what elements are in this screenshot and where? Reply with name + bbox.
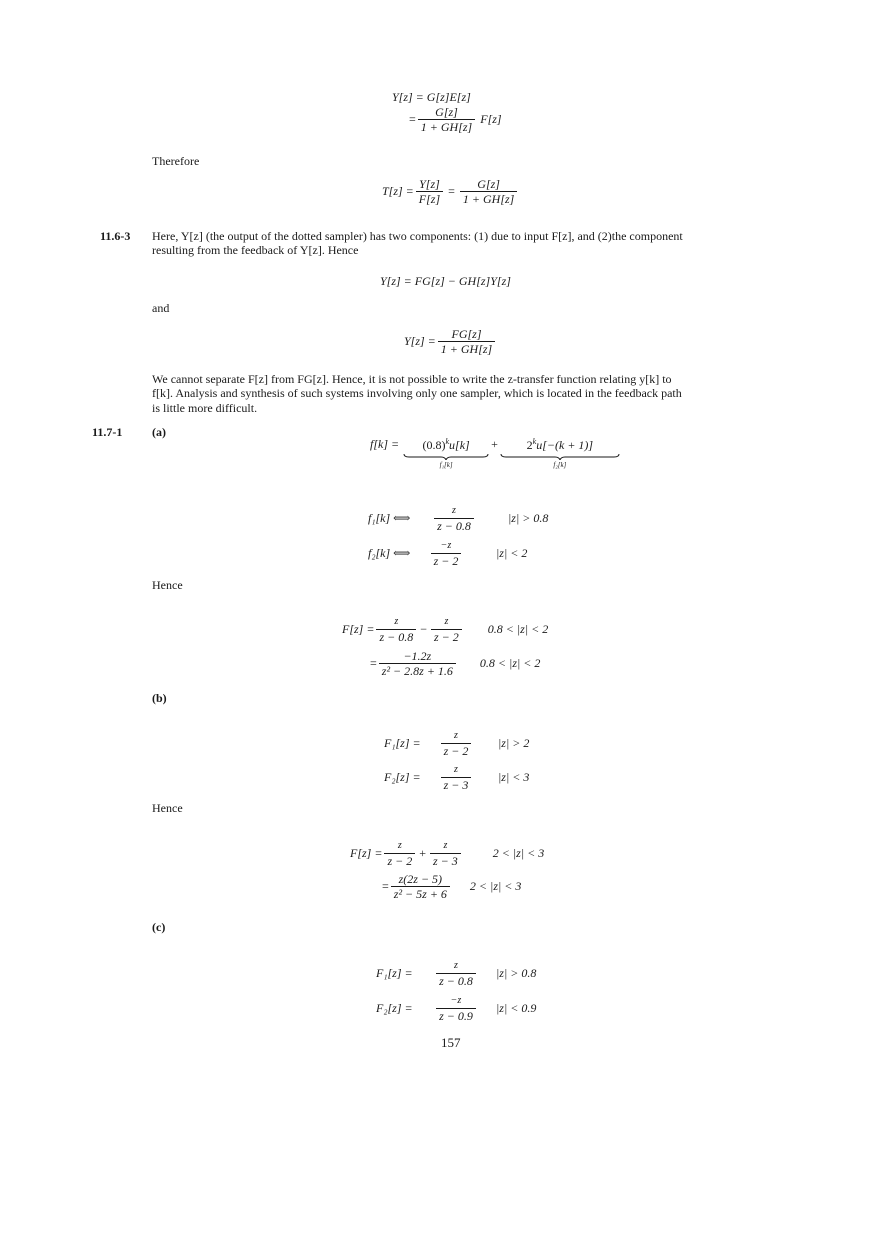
eq4-frac [438, 328, 495, 355]
c-pair-2-cond: |z| < 0.9 [496, 1001, 537, 1015]
a-term2: $2^ku[-(k + 1)]$ [526, 437, 594, 452]
b-F-cond2: 2 < |z| < 3 [469, 879, 522, 893]
b-F-d3: z² − 5z + 6 [391, 886, 450, 900]
a-pair-2-lhs: f₂[k] ⟺ [368, 546, 411, 560]
b-F-cond1: 2 < |z| < 3 [492, 846, 545, 860]
a-brace-term1 [403, 437, 489, 470]
and-text: and [152, 301, 170, 315]
part-c-label: (c) [152, 920, 166, 934]
b-pair-2 [384, 764, 529, 791]
a-pair-2-frac [424, 540, 468, 567]
eq2-lhs: T[z] = [382, 184, 414, 198]
a-F-cond1: 0.8 < |z| < 2 [487, 622, 549, 636]
a-brace1-label: f₁[k] [439, 461, 453, 469]
eq1-line2 [409, 106, 502, 133]
eq1-eqsign: = [409, 112, 416, 126]
eq2-num1: Y[z] [419, 177, 440, 191]
b-pair-2-num: z [454, 764, 458, 775]
eq1-fraction [418, 106, 475, 133]
para-line2: f[k]. Analysis and synthesis of such systems involving only one sampler, which is located in the feedback path [152, 386, 682, 400]
b-pair-2-frac [436, 764, 476, 791]
c-pair-2-lhs: F₂[z] = [376, 1001, 413, 1015]
a-F-lhs: F[z] = [342, 622, 375, 636]
eq3: Y[z] = FG[z] − GH[z]Y[z] [380, 274, 511, 288]
eq2 [382, 178, 519, 205]
underbrace-2-icon [500, 453, 620, 460]
para-line1: We cannot separate F[z] from FG[z]. Hence, it is not possible to write the z-transfer function relating y[k] to [152, 372, 672, 386]
b-F-line2 [382, 873, 521, 900]
a-F-frac2 [431, 616, 462, 643]
b-pair-2-lhs: F₂[z] = [384, 770, 421, 784]
b-F-frac2 [430, 840, 461, 867]
c-pair-2 [376, 995, 536, 1022]
b-F-lhs: F[z] = [350, 846, 383, 860]
b-F-n3: z(2z − 5) [398, 872, 443, 886]
a-F-eq: = [370, 656, 377, 670]
b-F-d1: z − 2 [384, 853, 415, 867]
eq2-den2: 1 + GH[z] [460, 191, 517, 205]
b-F-eq: = [382, 879, 389, 893]
b-F-plus: + [419, 846, 426, 860]
b-F-d2: z − 3 [430, 853, 461, 867]
a-F-d1: z − 0.8 [376, 629, 416, 643]
a-pair-1-frac [424, 505, 484, 532]
b-F-frac3 [391, 873, 450, 900]
a-F-n2: z [444, 616, 449, 627]
a-pair-2-num: −z [440, 540, 452, 551]
page-number: 157 [441, 1035, 461, 1050]
para-line3: is little more difficult. [152, 401, 258, 415]
c-pair-2-num: −z [450, 995, 462, 1006]
b-pair-1-frac [436, 730, 476, 757]
a-pair-2 [368, 540, 527, 567]
a-F-n3: −1.2z [403, 649, 432, 663]
b-pair-1-cond: |z| > 2 [498, 736, 530, 750]
a-brace2-label: f₂[k] [553, 461, 567, 469]
a-plus: + [491, 437, 498, 451]
eq4-num: FG[z] [451, 327, 482, 341]
c-pair-2-frac [428, 995, 484, 1022]
a-brace-term2 [500, 437, 620, 470]
c-pair-1-frac [428, 960, 484, 987]
b-F-frac1 [384, 840, 415, 867]
therefore-text: Therefore [152, 154, 200, 168]
eq1-num: G[z] [435, 105, 458, 119]
part-b-label: (b) [152, 691, 167, 705]
eq4-lhs: Y[z] = [404, 334, 436, 348]
eq2-frac2 [460, 178, 517, 205]
part-a-label: (a) [152, 425, 166, 439]
eq2-frac1 [416, 178, 443, 205]
eq1-den: 1 + GH[z] [418, 119, 475, 133]
eq2-den1: F[z] [416, 191, 443, 205]
b-pair-1-lhs: F₁[z] = [384, 736, 421, 750]
a-pair-2-den: z − 2 [431, 553, 462, 567]
a-F-line1 [342, 616, 548, 643]
b-pair-2-cond: |z| < 3 [498, 770, 530, 784]
eq4 [404, 328, 497, 355]
sec-1163-text1: Here, Y[z] (the output of the dotted sampler) has two components: (1) due to input F[z], and (2)the component [152, 229, 683, 243]
a-pair-1-lhs: f₁[k] ⟺ [368, 511, 411, 525]
section-label-11-7-1: 11.7-1 [92, 425, 123, 439]
a-F-d3: z² − 2.8z + 1.6 [379, 663, 456, 677]
c-pair-2-den: z − 0.9 [436, 1008, 476, 1022]
b-pair-1 [384, 730, 529, 757]
eq1-line1: Y[z] = G[z]E[z] [392, 90, 471, 104]
sec-1163-text2: resulting from the feedback of Y[z]. Hence [152, 243, 359, 257]
b-F-line1 [350, 840, 544, 867]
section-label-11-6-3: 11.6-3 [100, 229, 131, 243]
c-pair-1 [376, 960, 536, 987]
a-pair-1-num: z [452, 505, 456, 516]
a-F-cond2: 0.8 < |z| < 2 [479, 656, 541, 670]
c-pair-1-den: z − 0.8 [436, 973, 476, 987]
b-pair-1-num: z [454, 730, 458, 741]
a-f-eq [370, 437, 620, 470]
a-F-d2: z − 2 [431, 629, 462, 643]
b-F-n1: z [397, 840, 402, 851]
underbrace-1-icon [403, 453, 489, 460]
a-f-lhs: f[k] = [370, 437, 400, 451]
c-pair-1-lhs: F₁[z] = [376, 966, 413, 980]
a-pair-2-cond: |z| < 2 [496, 546, 528, 560]
eq2-mid: = [448, 184, 455, 198]
a-F-n1: z [394, 616, 399, 627]
b-pair-1-den: z − 2 [441, 743, 472, 757]
a-F-line2 [370, 650, 540, 677]
b-F-n2: z [443, 840, 448, 851]
a-pair-1 [368, 505, 548, 532]
hence-2-text: Hence [152, 801, 183, 815]
c-pair-1-cond: |z| > 0.8 [496, 966, 537, 980]
eq4-den: 1 + GH[z] [438, 341, 495, 355]
a-pair-1-cond: |z| > 0.8 [508, 511, 549, 525]
eq1-after: F[z] [480, 112, 502, 126]
a-F-frac1 [376, 616, 416, 643]
hence-1-text: Hence [152, 578, 183, 592]
a-F-frac3 [379, 650, 456, 677]
a-pair-1-den: z − 0.8 [434, 518, 474, 532]
a-F-minus: − [420, 622, 427, 636]
b-pair-2-den: z − 3 [441, 777, 472, 791]
eq2-num2: G[z] [477, 177, 500, 191]
c-pair-1-num: z [454, 960, 458, 971]
a-term1: $(0.8)^ku[k]$ [422, 437, 470, 452]
